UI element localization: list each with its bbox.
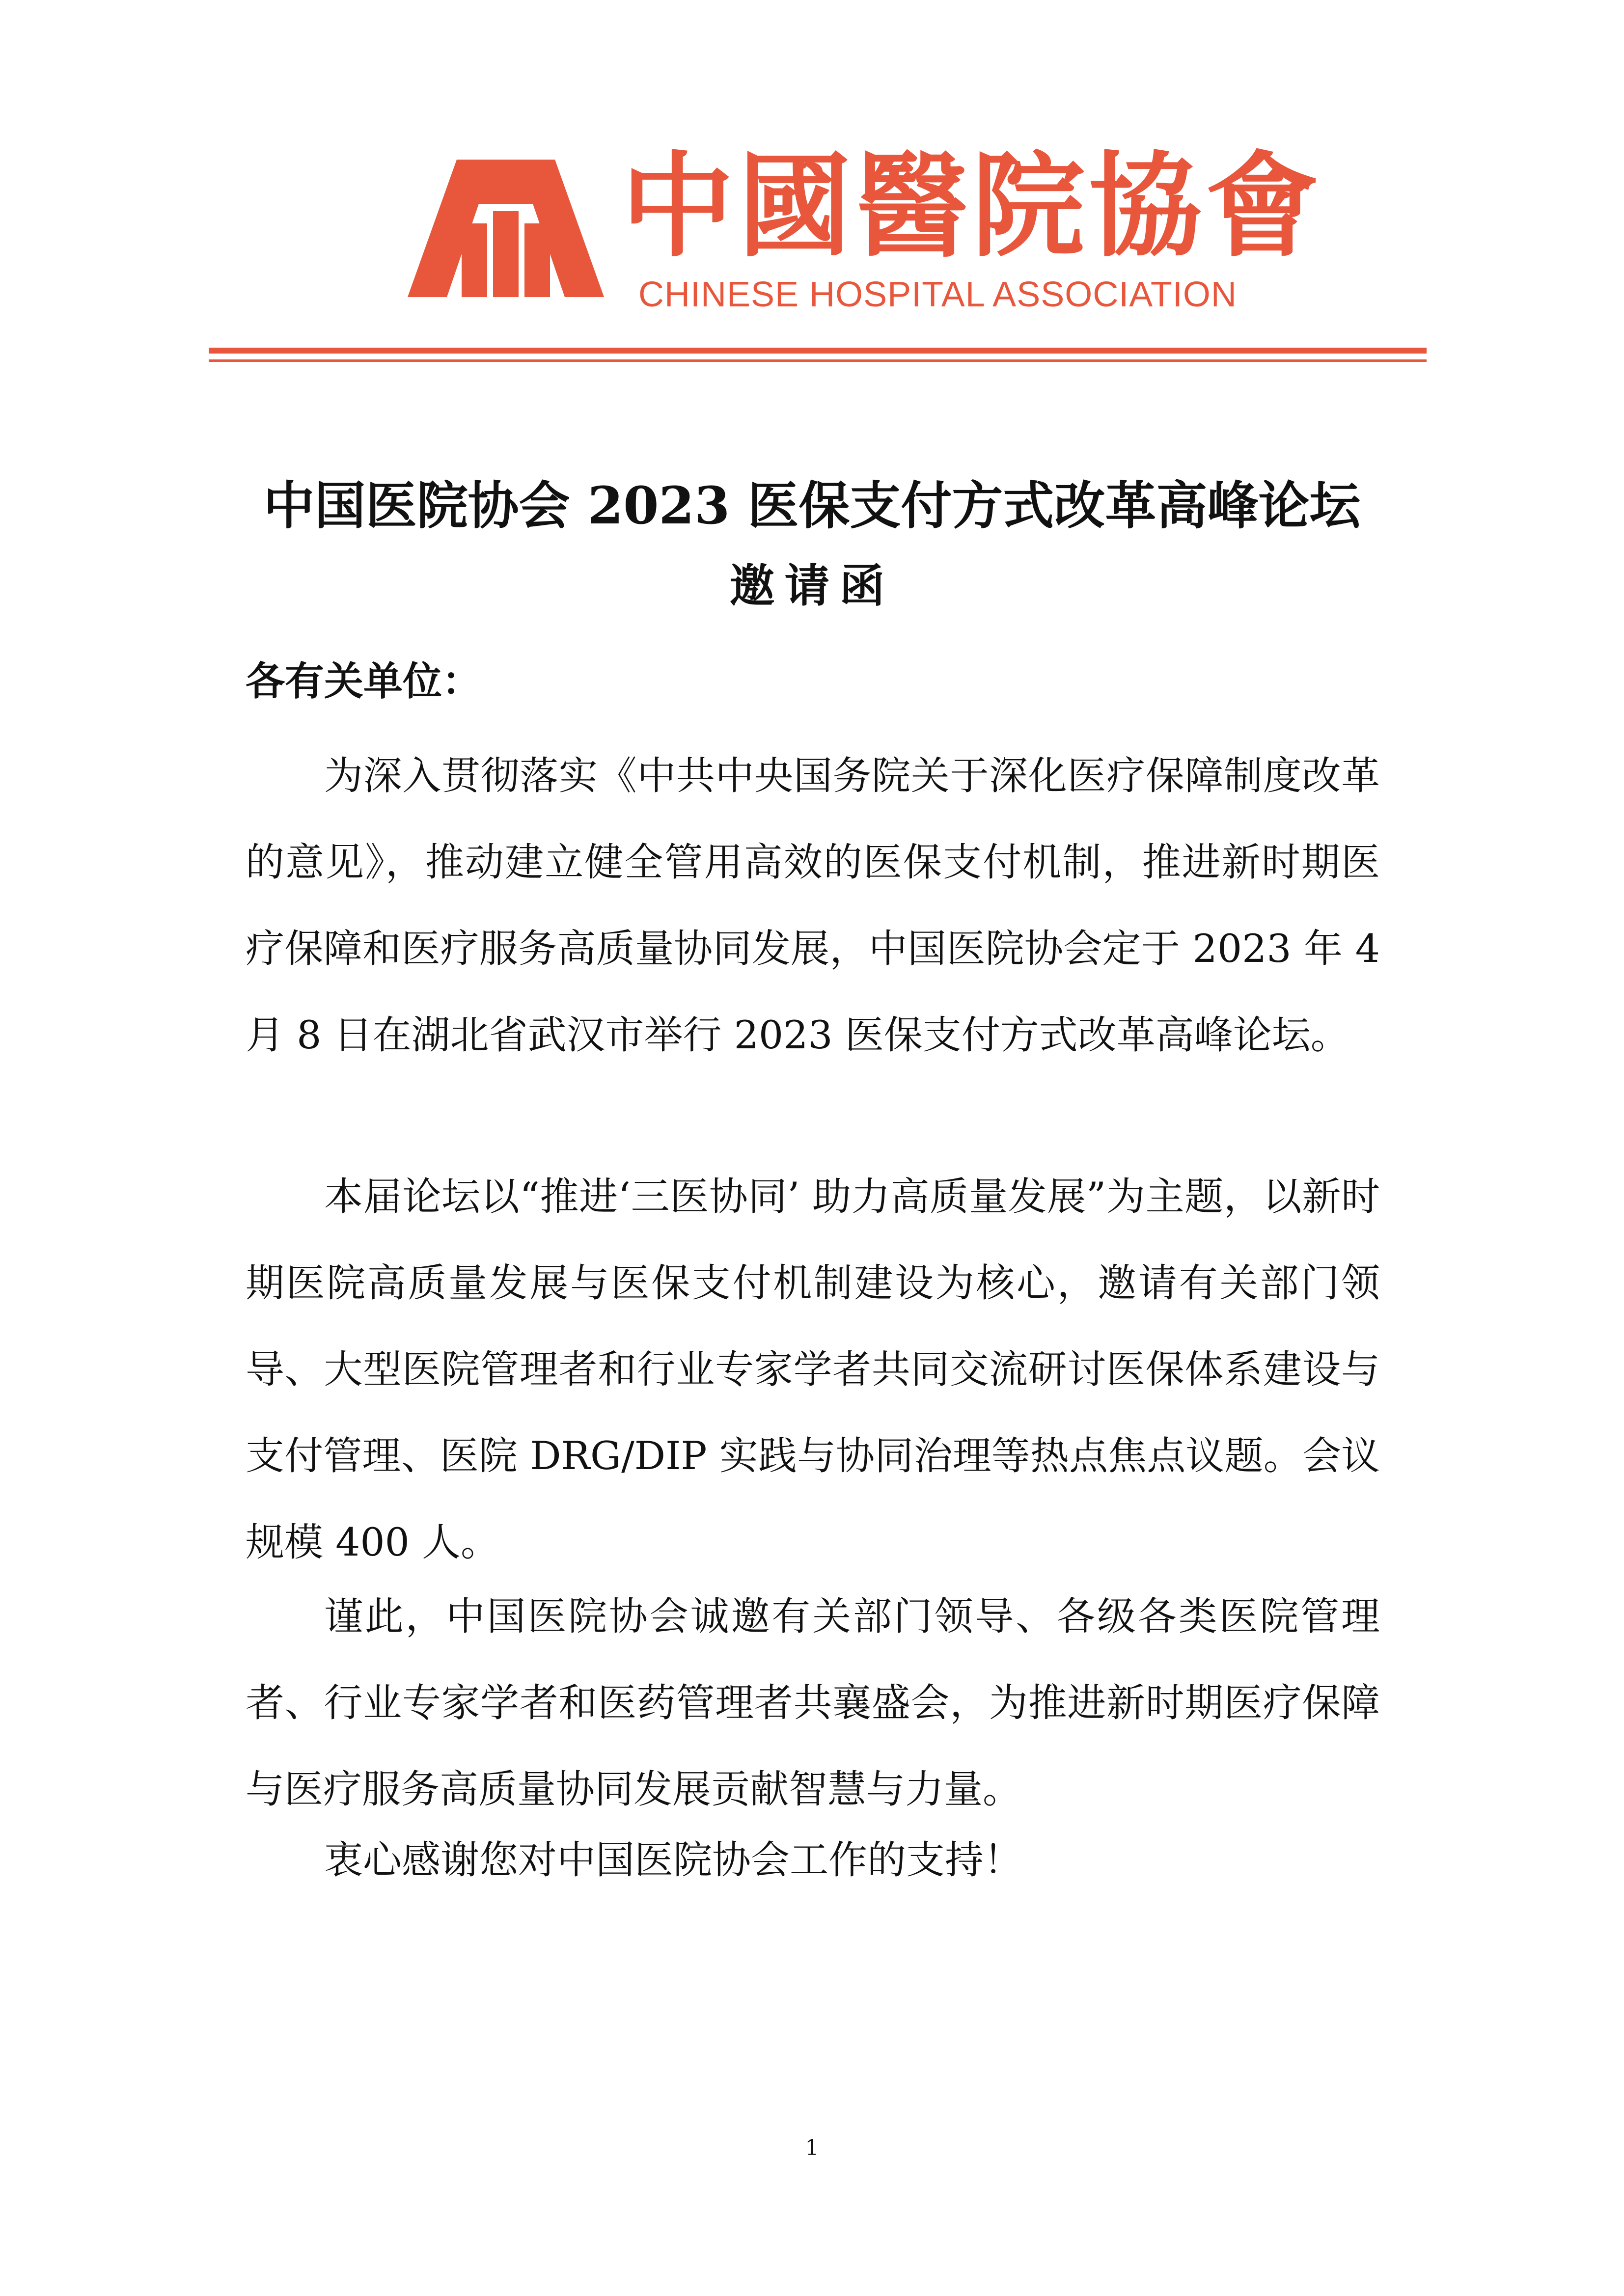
letterhead-divider-thin [209,359,1427,362]
page-number: 1 [805,2135,819,2160]
salutation: 各有关单位： [246,658,481,704]
hospital-association-logo-icon [403,150,609,307]
body-paragraph-4: 衷心感谢您对中国医院协会工作的支持！ [324,1837,1022,1883]
letterhead-divider-thick [209,348,1427,354]
body-paragraph-3: 谨此，中国医院协会诚邀有关部门领导、各级各类医院管理者、行业专家学者和医药管理者共襄盛会，为推进新时期医疗保障与医疗服务高质量协同发展贡献智慧与力量。 [246,1594,1380,1812]
body-paragraph-2: 本届论坛以“推进‘三医协同’ 助力高质量发展”为主题，以新时期医院高质量发展与医保支付机制建设为核心，邀请有关部门领导、大型医院管理者和行业专家学者共同交流研讨医保体系建设与支付管理、医院 DRG/DIP 实践与协同治理等热点焦点议题。会议规模 400 人。 [246,1174,1380,1565]
org-name-english: CHINESE HOSPITAL ASSOCIATION [638,275,1237,314]
letterhead [0,0,1624,373]
body-paragraph-1: 为深入贯彻落实《中共中央国务院关于深化医疗保障制度改革的意见》，推动建立健全管用高效的医保支付机制，推进新时期医疗保障和医疗服务高质量协同发展，中国医院协会定于 2023 年 4 月 8 日在湖北省武汉市举行 2023 医保支付方式改革高峰论坛。 [246,753,1380,1058]
document-title: 中国医院协会 2023 医保支付方式改革高峰论坛 [263,475,1361,536]
document-subtitle: 邀请函 [729,559,895,612]
org-name-chinese: 中國醫院協會 [621,140,1323,273]
